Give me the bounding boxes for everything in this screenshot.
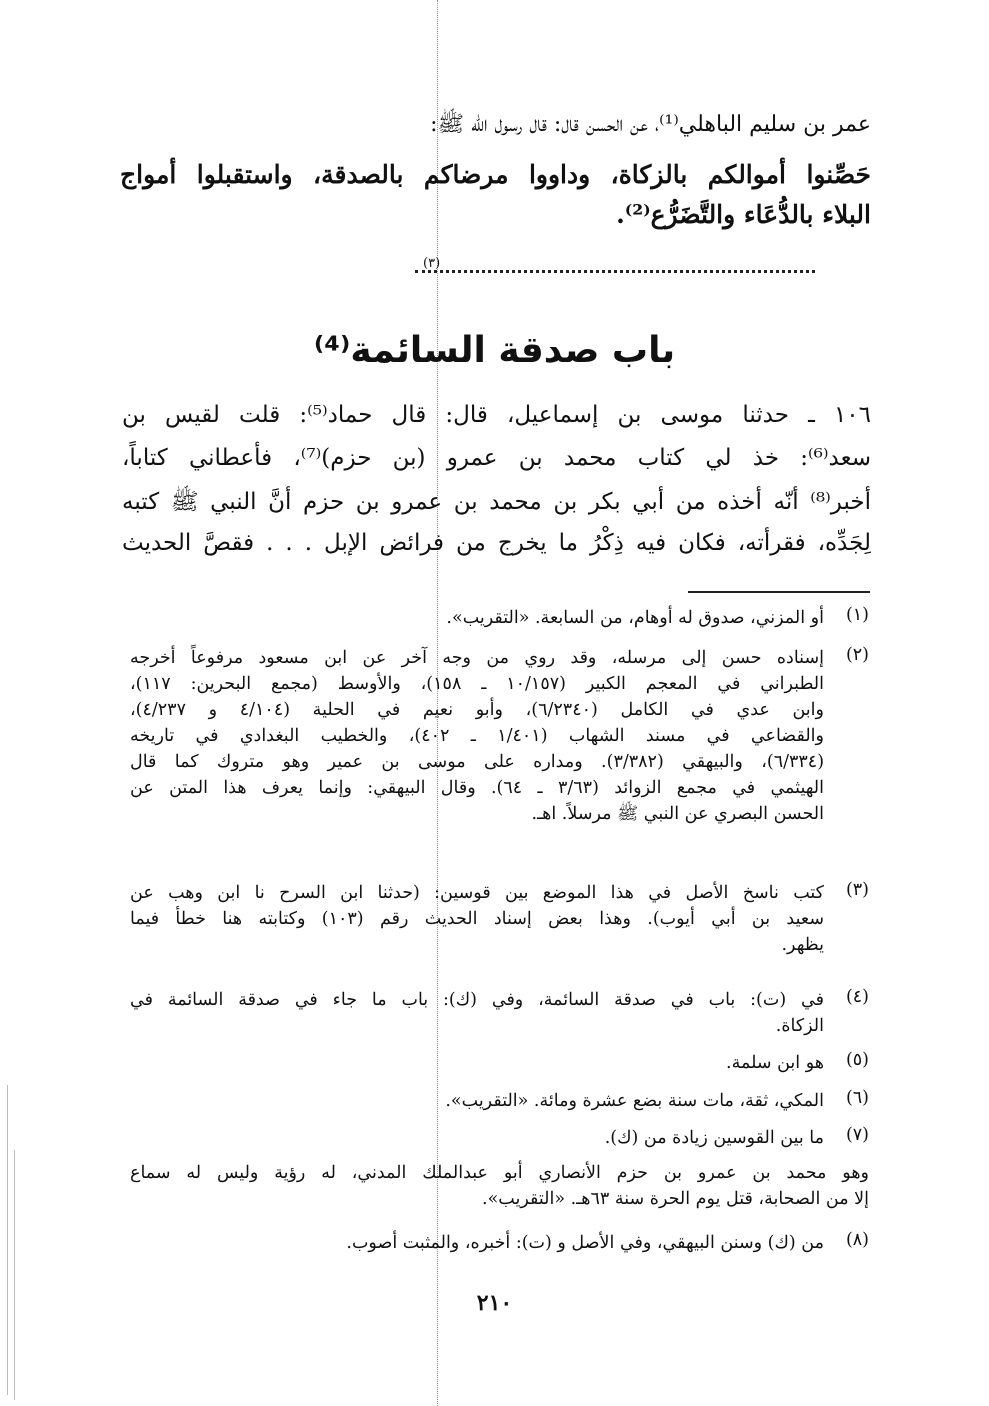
footnote <box>130 645 869 827</box>
scan-edge-line <box>14 1150 15 1400</box>
footnote-line: والقضاعي في مسند الشهاب (١/٤٠١ ـ ٤٠٢)، والخطيب البغدادي في تاريخه <box>130 726 824 746</box>
footnote-line: سعيد بن أبي أيوب). وهذا بعض إسناد الحديث رقم (١٠٣) وكتابته هنا خطأ فيما <box>130 909 825 929</box>
footnote-number: (٤) <box>845 987 869 1007</box>
footnote-line: إلا من الصحابة، قتل يوم الحرة سنة ٦٣هـ. «التقريب». <box>482 1189 869 1209</box>
footnote-line: في (ت): باب في صدقة السائمة، وفي (ك): باب ما جاء في صدقة السائمة في <box>130 990 824 1010</box>
body-line: ١٠٦ ـ حدثنا موسى بن إسماعيل، قال: قال حماد⁽⁵⁾: قلت لقيس بن <box>122 402 871 428</box>
footnote-text: هو ابن سلمة. <box>726 1053 824 1073</box>
footnote-number: (٢) <box>845 645 869 665</box>
footnote <box>130 1125 869 1151</box>
footnote-line: وابن عدي في الكامل (٦/٢٣٤٠)، وأبو نعيم في الحلية (٤/١٠٤ و ٤/٢٣٧)، <box>130 700 824 720</box>
scan-edge-line <box>7 1085 8 1395</box>
footnote <box>130 1050 869 1076</box>
body-line: سعد⁽⁶⁾: خذ لي كتاب محمد بن عمرو (بن حزم)⁽⁷⁾، فأعطاني كتاباً، <box>122 445 871 471</box>
section-separator <box>415 256 820 280</box>
page-number: ٢١٠ <box>476 1290 513 1316</box>
footnote <box>130 1230 869 1256</box>
footnote-line: الهيثمي في مجمع الزوائد (٣/٦٣ ـ ٦٤). وقال البيهقي: وإنما يعرف هذا المتن عن <box>130 778 824 798</box>
footnote-number: (٨) <box>845 1230 869 1250</box>
hadith-line: حَصِّنوا أموالكم بالزكاة، وداووا مرضاكم بالصدقة، واستقبلوا أمواج <box>120 160 871 189</box>
footnote-text: من (ك) وسنن البيهقي، وفي الأصل و (ت): أخبره، والمثبت أصوب. <box>346 1233 824 1253</box>
footnote-line: إسناده حسن إلى مرسله، وقد روي من وجه آخر عن ابن مسعود مرفوعاً أخرجه <box>130 648 824 668</box>
footnote-number: (٦) <box>845 1088 869 1108</box>
footnote-continuation <box>130 1160 869 1212</box>
footnote-line: الزكاة. <box>775 1016 824 1036</box>
intro-line: عمر بن سليم الباهلي⁽¹⁾، عن الحسن قال: قال رسول الله ﷺ: <box>430 112 871 137</box>
footnote-number: (٧) <box>845 1125 869 1145</box>
footnote <box>130 1088 869 1114</box>
footnote-line: الحسن البصري عن النبي ﷺ مرسلاً. اهـ. <box>531 804 824 824</box>
footnote-line: (٦/٣٣٤)، والبيهقي (٣/٣٨٢). ومداره على موسى بن عمير وهو متروك كما قال <box>130 752 825 772</box>
footnote <box>130 987 869 1039</box>
footnote-text: ما بين القوسين زيادة من (ك). <box>604 1128 824 1148</box>
footnote-number: (٥) <box>845 1050 869 1070</box>
footnote-number: (١) <box>845 605 869 625</box>
footnote <box>130 880 869 958</box>
footnote-text: أو المزني، صدوق له أوهام، من السابعة. «التقريب». <box>446 608 824 628</box>
hadith-line: البلاء بالدُّعَاء والتَّضَرُّع⁽²⁾. <box>616 200 871 229</box>
footnote <box>130 605 869 631</box>
body-line: لِجَدِّه، فقرأته، فكان فيه ذِكْرُ ما يخرج من فرائض الإبل . . . فقصَّ الحديث <box>122 530 871 556</box>
footnote-number: (٣) <box>845 880 869 900</box>
footnote-line: الطبراني في المعجم الكبير (١٠/١٥٧ ـ ١٥٨)، والأوسط (مجمع البحرين: ١١٧)، <box>130 674 824 694</box>
footnote-text: المكي، ثقة، مات سنة بضع عشرة ومائة. «التقريب». <box>445 1091 824 1111</box>
footnote-line: وهو محمد بن عمرو بن حزم الأنصاري أبو عبدالملك المدني، له رؤية وليس له سماع <box>130 1163 869 1183</box>
footnote-line: كتب ناسخ الأصل في هذا الموضع بين قوسين: (حدثنا ابن السرح نا ابن وهب عن <box>130 883 824 903</box>
footnote-rule <box>688 591 870 593</box>
separator-footnote-marker: (٣) <box>423 256 441 271</box>
body-line: أخبر⁽⁸⁾ أنّه أخذه من أبي بكر بن محمد بن عمرو بن حزم أنَّ النبي ﷺ كتبه <box>122 489 871 515</box>
chapter-title: باب صدقة السائمة⁽⁴⁾ <box>313 330 676 371</box>
footnote-line: يظهر. <box>781 935 824 955</box>
